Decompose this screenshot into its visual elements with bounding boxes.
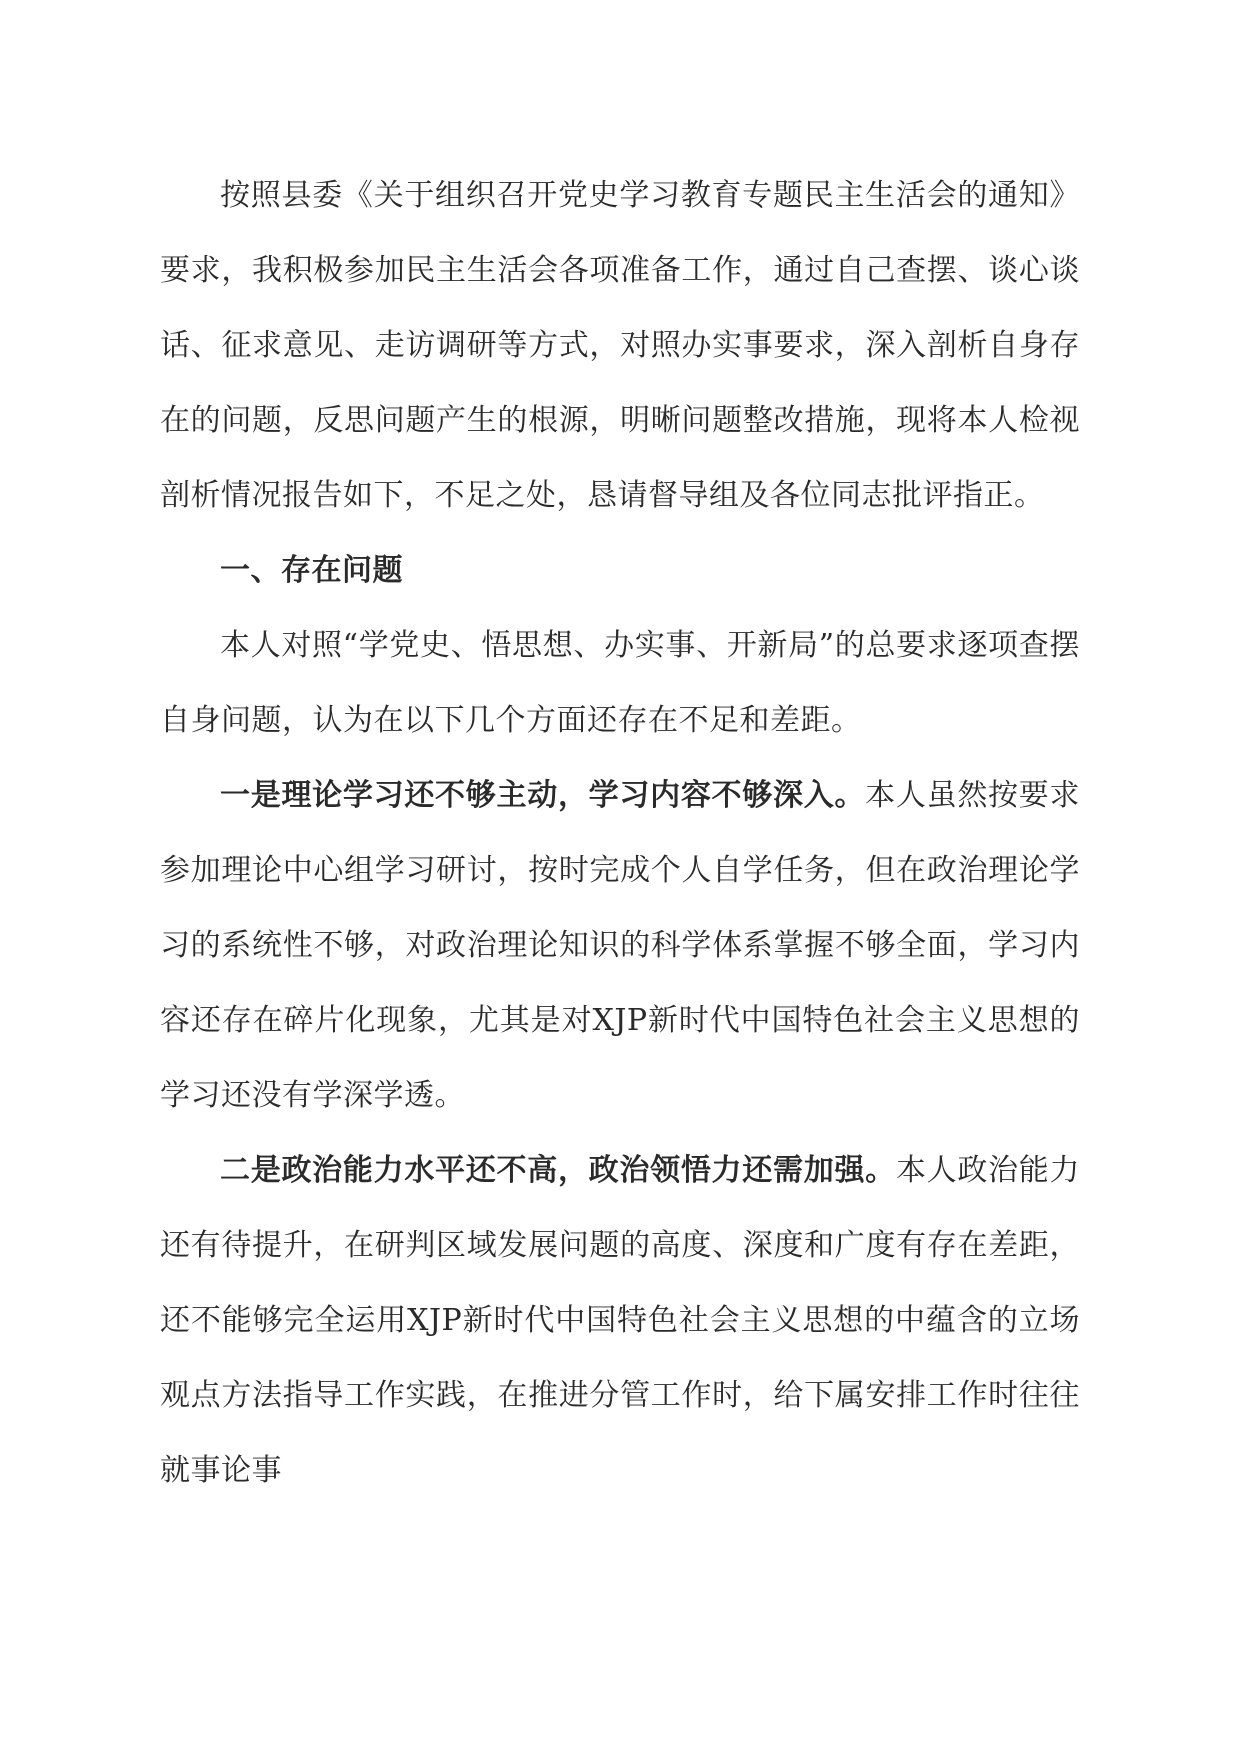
section-heading-problems: 一、存在问题 — [220, 553, 403, 588]
item-two-lead: 二是政治能力水平还不高，政治领悟力还需加强。 — [220, 1153, 896, 1188]
item-two-paragraph — [160, 1133, 1080, 1508]
section-intro-paragraph: 本人对照“学党史、悟思想、办实事、开新局”的总要求逐项查摆自身问题，认为在以下几个方面还存在不足和差距。 — [160, 628, 1080, 738]
document-page — [160, 158, 1080, 1508]
item-one-paragraph — [160, 758, 1080, 1133]
item-one-lead: 一是理论学习还不够主动，学习内容不够深入。 — [220, 778, 866, 813]
item-one-body: 本人虽然按要求参加理论中心组学习研讨，按时完成个人自学任务，但在政治理论学习的系统性不够，对政治理论知识的科学体系掌握不够全面，学习内容还存在碎片化现象，尤其是对XJP新时代中国特色社会主义思想的学习还没有学深学透。 — [160, 778, 1081, 1113]
intro-paragraph: 按照县委《关于组织召开党史学习教育专题民主生活会的通知》要求，我积极参加民主生活会各项准备工作，通过自己查摆、谈心谈话、征求意见、走访调研等方式，对照办实事要求，深入剖析自身存在的问题，反思问题产生的根源，明晰问题整改措施，现将本人检视剖析情况报告如下，不足之处，恳请督导组及各位同志批评指正。 — [160, 178, 1080, 513]
item-two-body: 本人政治能力还有待提升，在研判区域发展问题的高度、深度和广度有存在差距，还不能够完全运用XJP新时代中国特色社会主义思想的中蕴含的立场观点方法指导工作实践，在推进分管工作时，给下属安排工作时往往就事论事 — [160, 1153, 1081, 1488]
